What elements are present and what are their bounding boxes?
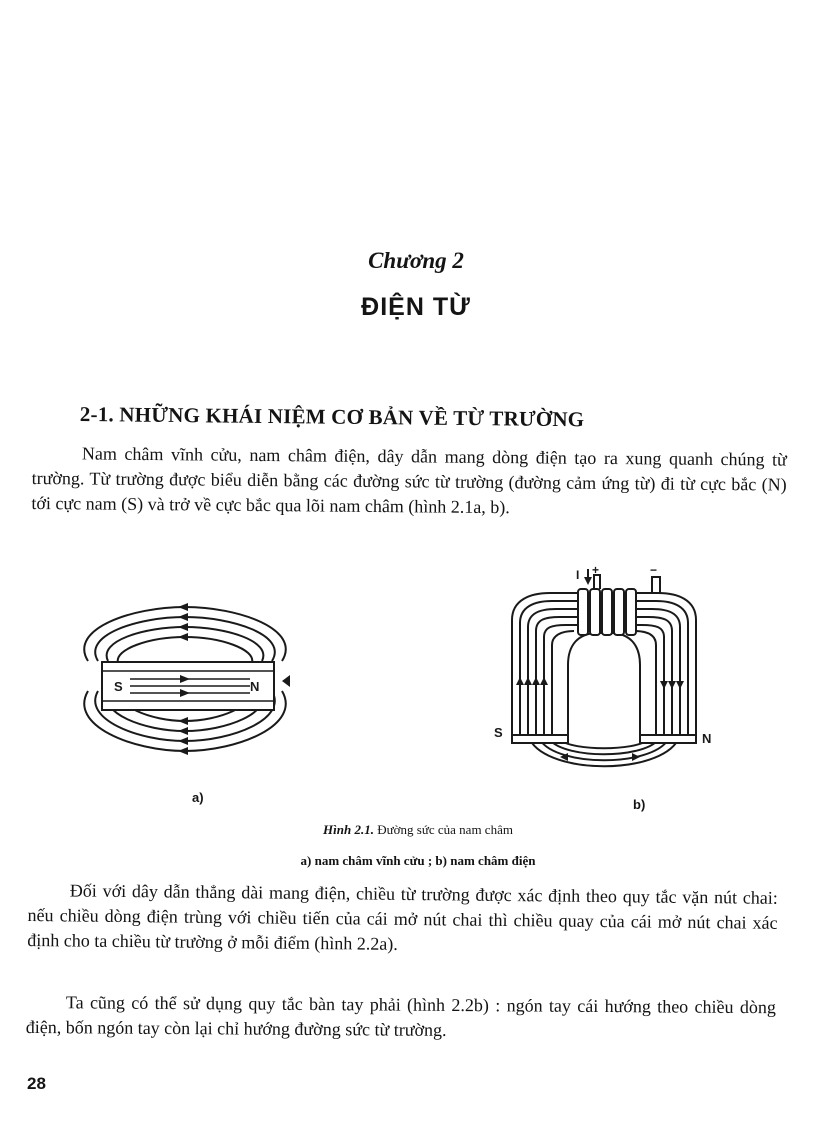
field-arrow — [668, 681, 676, 689]
field-arrow — [178, 613, 188, 621]
field-line — [544, 625, 664, 740]
paragraph-intro: Nam châm vĩnh cửu, nam châm điện, dây dẫn mang dòng điện tạo ra xung quanh chúng từ trường. Từ trường được biểu diễn bằng các đường sức từ trường (đường cảm ứng từ) đi từ cực bắc (N) tới cực nam (S) và trở về cực bắc qua lõi nam châm (hình 2.1a, b). — [31, 443, 787, 518]
pole-north-label: N — [702, 731, 712, 746]
pole-south-label: S — [494, 725, 503, 740]
lead-wire-positive — [594, 575, 600, 589]
field-arrow — [178, 737, 188, 745]
lead-wire-negative — [652, 577, 660, 593]
field-arrow — [178, 717, 188, 725]
pole-south-label: S — [114, 679, 123, 694]
field-arrow — [532, 677, 540, 685]
figure-caption-text: Đường sức của nam châm — [373, 822, 513, 837]
field-arrow — [178, 623, 188, 631]
chapter-title: ĐIỆN TỪ — [361, 293, 471, 321]
figure-caption-lead: Hình 2.1. — [323, 822, 374, 837]
field-arrow — [524, 677, 532, 685]
current-arrow — [584, 577, 592, 585]
section-heading: 2-1. NHỮNG KHÁI NIỆM CƠ BẢN VỀ TỪ TRƯỜNG — [79, 402, 585, 432]
pole-face-north — [640, 735, 696, 743]
field-arrow — [516, 677, 524, 685]
pole-face-south — [512, 735, 568, 743]
field-arrow — [178, 633, 188, 641]
figure-permanent-magnet — [60, 595, 310, 770]
field-arrow — [632, 753, 640, 761]
chapter-label: Chương 2 — [368, 248, 464, 273]
field-line — [118, 637, 253, 663]
coil-winding — [614, 589, 624, 635]
page-number: 28 — [27, 1074, 46, 1093]
coil-winding — [578, 589, 588, 635]
negative-terminal-label: − — [650, 565, 658, 577]
coil-winding — [590, 589, 600, 635]
paragraph-corkscrew-rule: Đối với dây dẫn thẳng dài mang điện, chiều từ trường được xác định theo quy tắc vặn nút chai: nếu chiều dòng điện trùng với chiều tiến của cái mở nút chai thì chiều quay của cái mở nút chai xác định cho ta chiều từ trường ở mỗi điểm (hình 2.2a). — [27, 880, 778, 954]
coil-winding — [602, 589, 612, 635]
figure-caption — [0, 822, 816, 838]
pole-north-label: N — [250, 679, 260, 694]
current-label: I — [576, 568, 580, 582]
field-arrow — [540, 677, 548, 685]
positive-terminal-label: + — [592, 565, 600, 577]
field-arrow — [178, 727, 188, 735]
paragraph-right-hand-rule: Ta cũng có thể sử dụng quy tắc bàn tay phải (hình 2.2b) : ngón tay cái hướng theo chiều dòng điện, bốn ngón tay còn lại chỉ hướng đường sức từ trường. — [25, 992, 776, 1040]
field-line — [107, 627, 264, 661]
core-outline — [568, 633, 640, 740]
figure-electromagnet — [490, 565, 720, 780]
field-arrow — [676, 681, 684, 689]
figure-caption-sub: a) nam châm vĩnh cửu ; b) nam châm điện — [300, 853, 536, 868]
field-arrow — [660, 681, 668, 689]
field-line — [560, 740, 648, 748]
field-arrow — [178, 603, 188, 611]
field-arrow — [282, 675, 290, 687]
coil-winding — [626, 589, 636, 635]
figure-b-label: b) — [633, 797, 646, 812]
figure-a-label: a) — [192, 790, 204, 805]
field-arrow — [178, 747, 188, 755]
